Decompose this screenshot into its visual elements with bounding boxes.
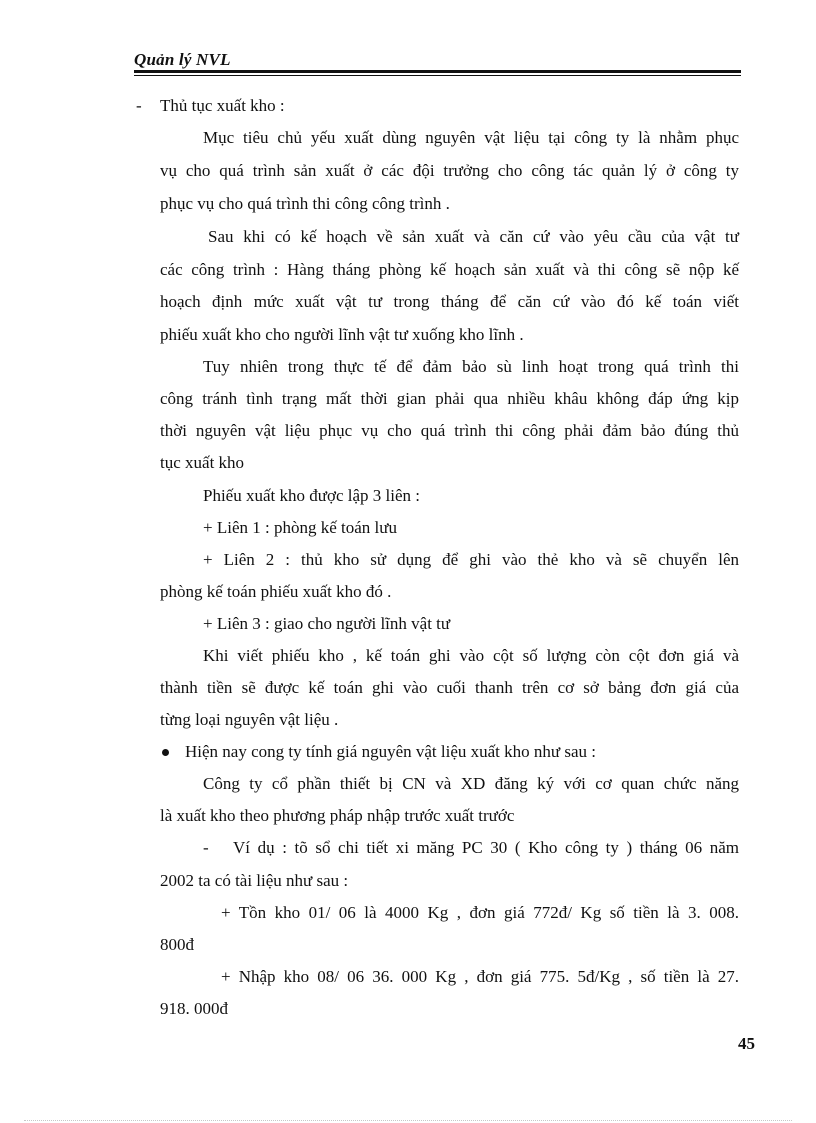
list-item: + Liên 1 : phòng kế toán lưu bbox=[203, 518, 397, 537]
paragraph-line: từng loại nguyên vật liệu . bbox=[160, 710, 339, 729]
section-dash-marker: - bbox=[136, 96, 142, 115]
paragraph-line: 2002 ta có tài liệu như sau : bbox=[160, 871, 349, 890]
footer-divider bbox=[24, 1120, 792, 1121]
list-item: + Liên 3 : giao cho người lĩnh vật tư bbox=[203, 614, 451, 633]
header-rule-thin bbox=[134, 75, 741, 76]
bullet-dot-icon bbox=[162, 749, 169, 756]
paragraph-line: thời nguyên vật liệu phục vụ cho quá trình thi công phải đảm bảo đúng thủ bbox=[160, 421, 739, 440]
example-dash-marker: - bbox=[203, 838, 209, 857]
paragraph-line: Phiếu xuất kho được lập 3 liên : bbox=[203, 486, 420, 505]
paragraph-line: hoạch định mức xuất vật tư trong tháng để căn cứ vào đó kế toán viết bbox=[160, 292, 739, 311]
paragraph-line: 800đ bbox=[160, 935, 194, 954]
paragraph-line: các công trình : Hàng tháng phòng kế hoạch sản xuất và thi công sẽ nộp kế bbox=[160, 260, 739, 279]
paragraph-line: phòng kế toán phiếu xuất kho đó . bbox=[160, 582, 392, 601]
list-item: + Tồn kho 01/ 06 là 4000 Kg , đơn giá 772đ/ Kg số tiền là 3. 008. bbox=[221, 903, 739, 922]
paragraph-line: Sau khi có kế hoạch về sản xuất và căn cứ vào yêu cầu của vật tư bbox=[208, 227, 739, 246]
paragraph-line: là xuất kho theo phương pháp nhập trước xuất trước bbox=[160, 806, 515, 825]
paragraph-line: Ví dụ : tõ sổ chi tiết xi măng PC 30 ( Kho công ty ) tháng 06 năm bbox=[233, 838, 739, 857]
paragraph-line: Công ty cổ phần thiết bị CN và XD đăng ký với cơ quan chức năng bbox=[203, 774, 739, 793]
paragraph-line: Mục tiêu chủ yếu xuất dùng nguyên vật liệu tại công ty là nhằm phục bbox=[203, 128, 739, 147]
paragraph-line: 918. 000đ bbox=[160, 999, 228, 1018]
paragraph-line: phiếu xuất kho cho người lĩnh vật tư xuống kho lĩnh . bbox=[160, 325, 524, 344]
bullet-item: Hiện nay cong ty tính giá nguyên vật liệu xuất kho như sau : bbox=[185, 742, 596, 761]
page-number: 45 bbox=[738, 1034, 755, 1053]
paragraph-line: Tuy nhiên trong thực tế để đảm bảo sù linh hoạt trong quá trình thi bbox=[203, 357, 739, 376]
list-item: + Liên 2 : thủ kho sử dụng để ghi vào thẻ kho và sẽ chuyển lên bbox=[203, 550, 739, 569]
header-title: Quản lý NVL bbox=[134, 50, 231, 69]
paragraph-line: công tránh tình trạng mất thời gian phải qua nhiều khâu không đáp ứng kịp bbox=[160, 389, 739, 408]
list-item: + Nhập kho 08/ 06 36. 000 Kg , đơn giá 775. 5đ/Kg , số tiền là 27. bbox=[221, 967, 739, 986]
paragraph-line: vụ cho quá trình sản xuất ở các đội trưởng cho công tác quản lý ở công ty bbox=[160, 161, 739, 180]
paragraph-line: Khi viết phiếu kho , kế toán ghi vào cột số lượng còn cột đơn giá và bbox=[203, 646, 739, 665]
section-heading: Thủ tục xuất kho : bbox=[160, 96, 285, 115]
paragraph-line: phục vụ cho quá trình thi công công trình . bbox=[160, 194, 450, 213]
paragraph-line: thành tiền sẽ được kế toán ghi vào cuối thanh trên cơ sở bảng đơn giá của bbox=[160, 678, 739, 697]
paragraph-line: tục xuất kho bbox=[160, 453, 245, 472]
header-rule bbox=[134, 70, 741, 73]
